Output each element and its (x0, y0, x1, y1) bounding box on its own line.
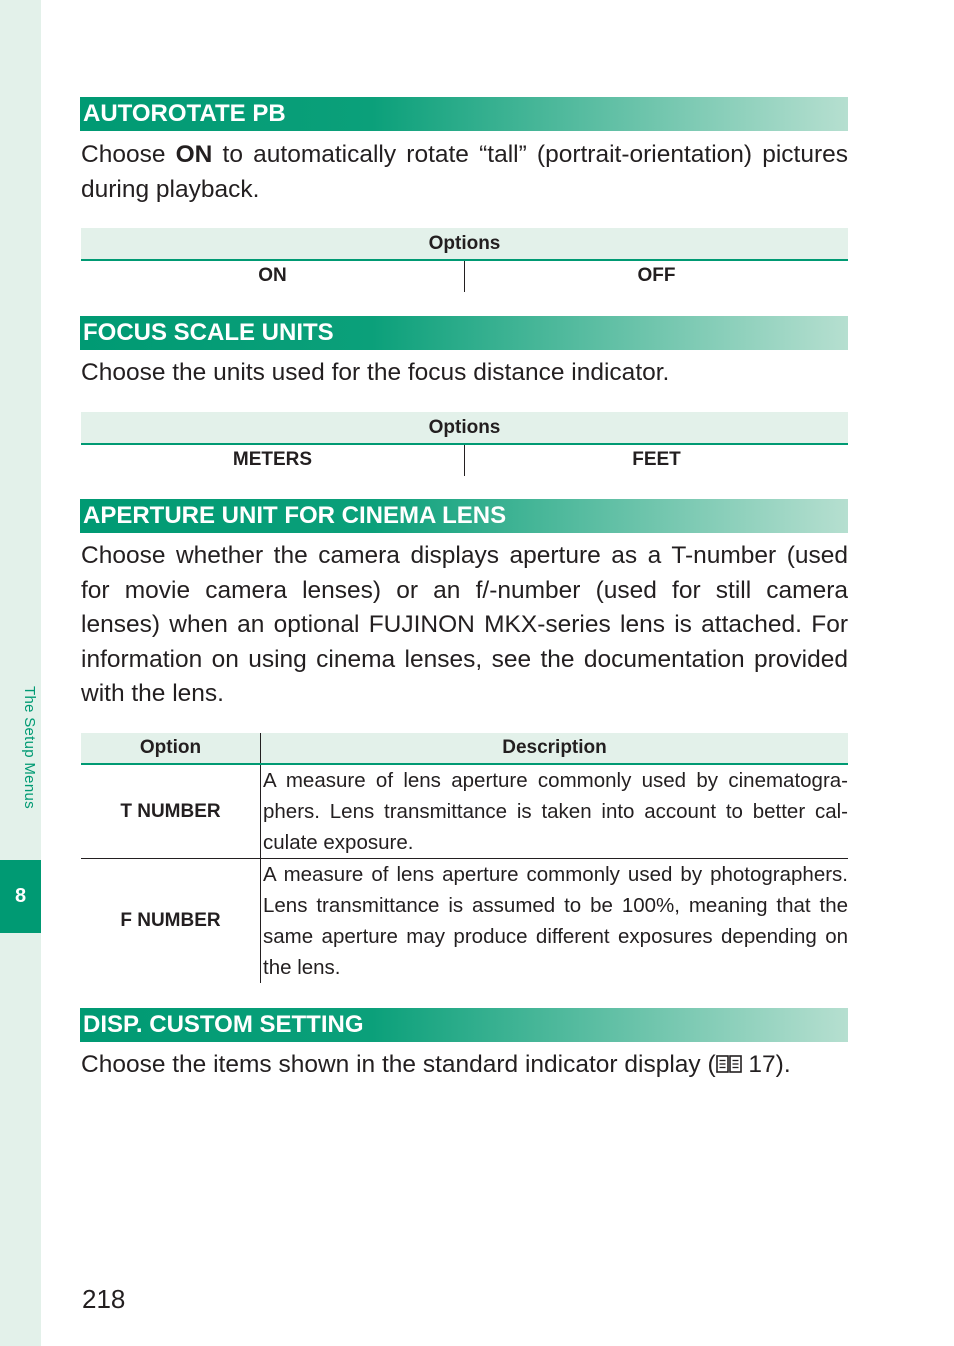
option-meters: METERS (232, 449, 313, 470)
aperture-unit-table (81, 733, 848, 983)
column-header-option: Option (139, 737, 202, 758)
column-header-description: Description (260, 733, 848, 763)
table-row (81, 859, 848, 983)
section-heading-aperture-unit: APERTURE UNIT FOR CINEMA LENS (80, 499, 848, 533)
section-heading-focus-scale: FOCUS SCALE UNITS (80, 316, 848, 350)
table-header-row (81, 733, 848, 765)
options-header: Options (81, 412, 848, 445)
page-reference[interactable]: 17). (741, 1051, 791, 1078)
description-t-number: A measure of lens aperture commonly used by cinematographers. Lens transmittance is taken into account to better calculate exposure. (260, 765, 848, 858)
options-row (81, 261, 848, 292)
section-heading-autorotate: AUTOROTATE PB (80, 97, 848, 131)
option-feet: FEET (464, 445, 848, 476)
table-row (81, 765, 848, 859)
options-header: Options (81, 228, 848, 261)
autorotate-option-on: ON (175, 141, 213, 168)
book-reference-icon (716, 1050, 742, 1085)
autorotate-description (81, 138, 848, 207)
option-t-number: T NUMBER (120, 800, 221, 822)
chapter-tab[interactable]: 8 (0, 860, 41, 933)
autorotate-text-end: to automatically rotate “tall” (portrait-orientation) pictures during playback. (81, 141, 848, 203)
aperture-unit-description: Choose whether the camera displays aperture as a T-number (used for movie camera lenses) or an f/-number (used for still camera lenses) when an optional FUJINON MKX-series lens is attached. For information on using cinema lenses, see the documentation provided with the lens. (81, 542, 848, 707)
option-f-number: F NUMBER (120, 910, 221, 931)
description-f-number: A measure of lens aperture commonly used by photographers. Lens transmittance is assumed to be 100%, meaning that the same aperture may produce different exposures depending on the lens. (260, 859, 848, 983)
page-number: 218 (82, 1284, 126, 1314)
chapter-sidebar (0, 0, 41, 1346)
chapter-title: The Setup Menus (21, 686, 38, 809)
option-on: ON (258, 265, 287, 286)
disp-custom-text: Choose the items shown in the standard indicator display ( (81, 1051, 716, 1078)
autorotate-options-table (81, 228, 848, 292)
section-heading-disp-custom: DISP. CUSTOM SETTING (80, 1008, 848, 1042)
focus-scale-description: Choose the units used for the focus distance indicator. (81, 359, 670, 386)
options-row (81, 445, 848, 476)
disp-custom-description (81, 1048, 848, 1085)
option-off: OFF (464, 261, 848, 292)
focus-scale-options-table (81, 412, 848, 476)
autorotate-text-start: Choose (81, 141, 176, 168)
